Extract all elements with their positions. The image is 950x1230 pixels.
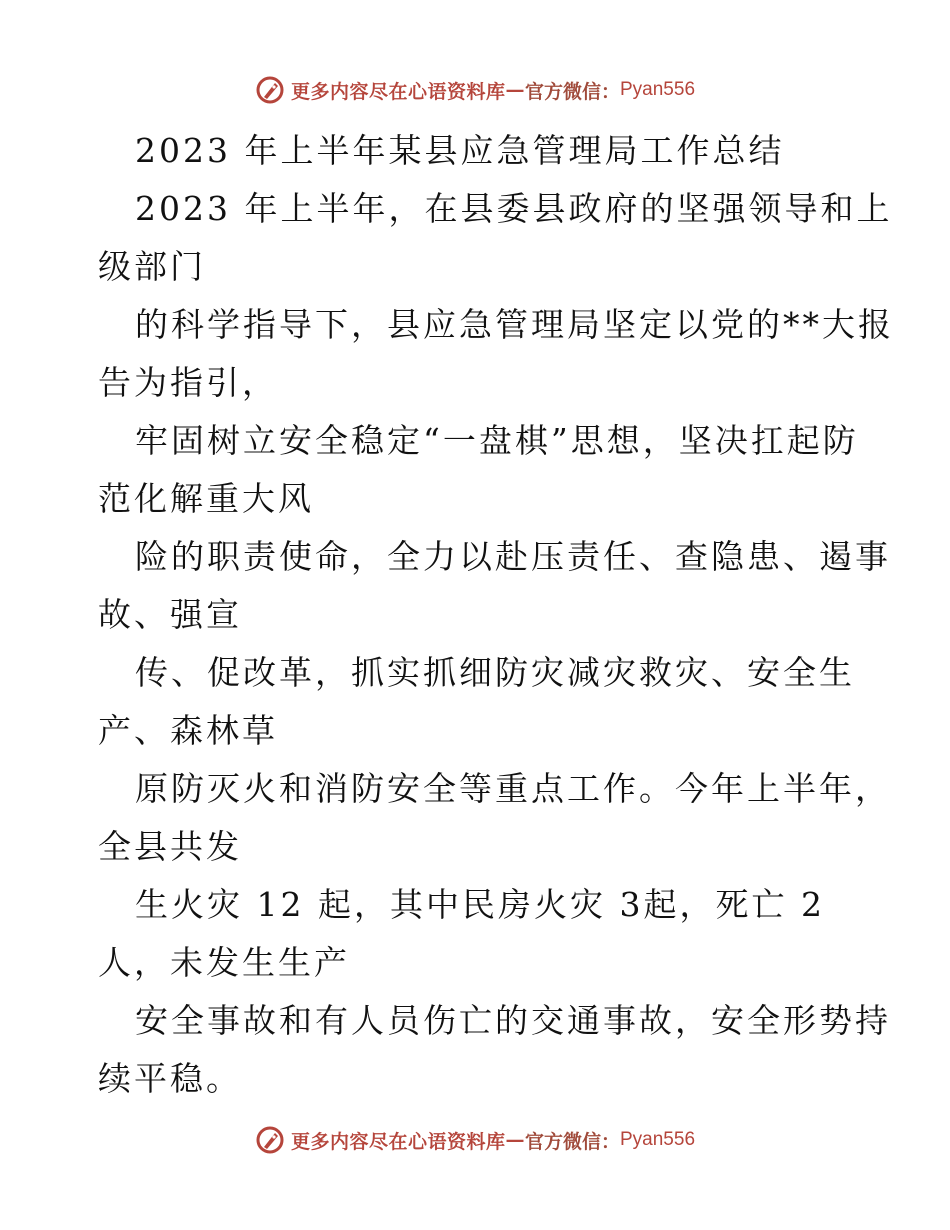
paragraph-line: 级部门 — [98, 247, 206, 286]
wechat-id: Pyan556 — [620, 79, 696, 100]
paragraph-line: 险的职责使命，全力以赴压责任、查隐患、遏事 — [135, 537, 891, 576]
wechat-label: 官方微信： — [524, 1130, 620, 1153]
paragraph-line: 范化解重大风 — [98, 479, 314, 518]
banner-text: 更多内容尽在心语资料库 — [290, 80, 506, 103]
paragraph-line: 2023 年上半年，在县委县政府的坚强领导和上 — [135, 189, 893, 228]
wechat-id: Pyan556 — [620, 1129, 696, 1150]
wechat-label: 官方微信： — [524, 80, 620, 103]
document-body — [98, 122, 894, 1108]
paragraph-line: 全县共发 — [98, 827, 242, 866]
paragraph-line: 原防灭火和消防安全等重点工作。今年上半年， — [135, 769, 891, 808]
paragraph-line: 人，未发生生产 — [98, 943, 350, 982]
paragraph-line: 安全事故和有人员伤亡的交通事故，安全形势持 — [135, 1001, 891, 1040]
header-banner — [0, 70, 950, 110]
paragraph-line: 传、促改革，抓实抓细防灾减灾救灾、安全生 — [135, 653, 855, 692]
footer-banner — [0, 1120, 950, 1160]
document-title: 2023 年上半年某县应急管理局工作总结 — [135, 131, 785, 170]
paragraph-line: 故、强宣 — [98, 595, 242, 634]
paragraph-line: 的科学指导下，县应急管理局坚定以党的**大报 — [135, 305, 894, 344]
paragraph-line: 牢固树立安全稳定“一盘棋”思想，坚决扛起防 — [135, 421, 859, 460]
banner-text: 更多内容尽在心语资料库 — [290, 1130, 506, 1153]
banner-separator: — — [505, 1129, 525, 1151]
paragraph-line: 产、森林草 — [98, 711, 278, 750]
paragraph-line: 生火灾 12 起，其中民房火灾 3起，死亡 2 — [135, 885, 825, 924]
pen-logo-icon — [255, 1125, 285, 1155]
banner-separator: — — [505, 79, 525, 101]
paragraph-line: 续平稳。 — [98, 1059, 242, 1098]
pen-logo-icon — [255, 75, 285, 105]
paragraph-line: 告为指引， — [98, 363, 278, 402]
